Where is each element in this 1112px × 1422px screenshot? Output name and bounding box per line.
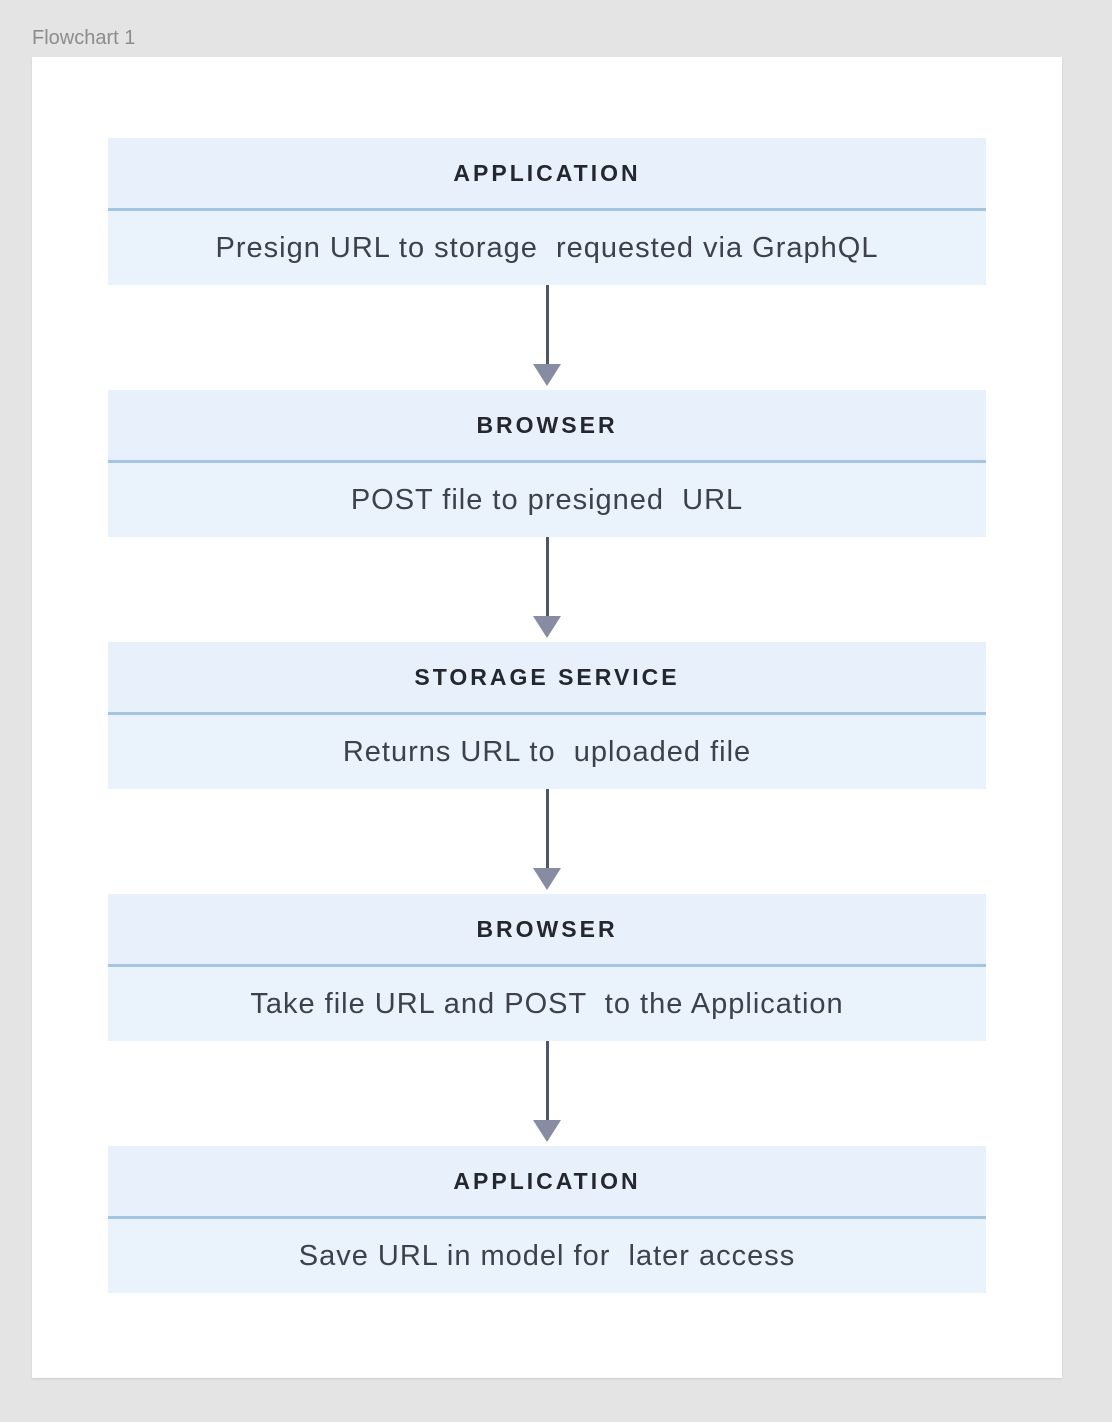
arrow-down-icon [533,1120,561,1142]
arrow-line [546,789,549,870]
node-description: Returns URL to uploaded file [108,715,986,789]
flow-node-application-2 [108,1146,986,1293]
flow-connector [108,285,986,390]
flow-node-browser-1 [108,390,986,537]
node-description: Save URL in model for later access [108,1219,986,1293]
node-title: APPLICATION [108,1146,986,1219]
node-description: Presign URL to storage requested via GraphQL [108,211,986,285]
arrow-line [546,1041,549,1122]
node-description: POST file to presigned URL [108,463,986,537]
arrow-down-icon [533,364,561,386]
frame-label: Flowchart 1 [32,27,136,49]
arrow-line [546,537,549,618]
flowchart-canvas [32,57,1062,1378]
node-title: STORAGE SERVICE [108,642,986,715]
flow-node-storage-service [108,642,986,789]
node-description: Take file URL and POST to the Application [108,967,986,1041]
arrow-down-icon [533,868,561,890]
node-title: BROWSER [108,894,986,967]
flow-connector [108,789,986,894]
flow-node-application-1 [108,138,986,285]
flow-connector [108,1041,986,1146]
node-title: APPLICATION [108,138,986,211]
arrow-down-icon [533,616,561,638]
flow-connector [108,537,986,642]
node-title: BROWSER [108,390,986,463]
arrow-line [546,285,549,366]
flow-node-browser-2 [108,894,986,1041]
